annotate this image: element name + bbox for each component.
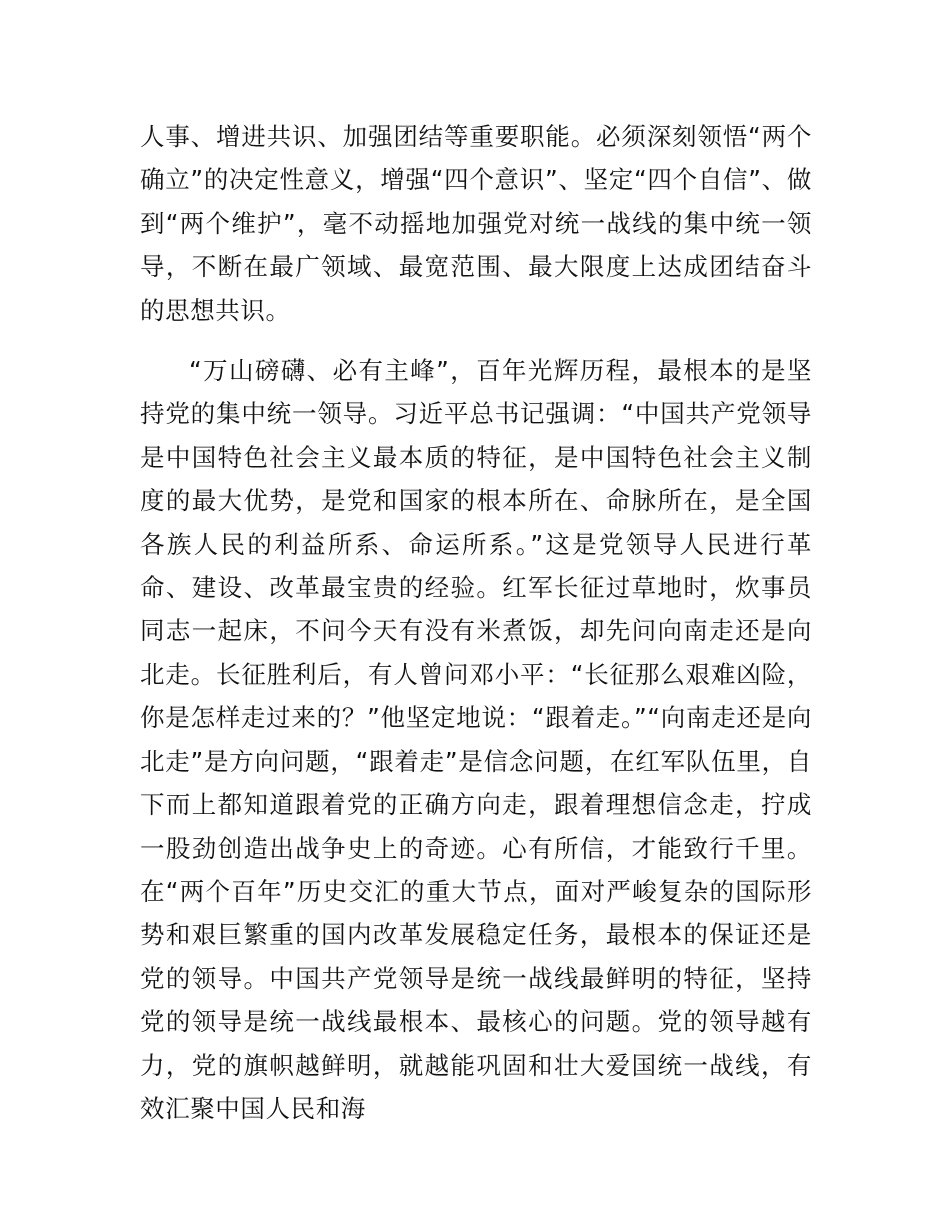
document-body (140, 115, 812, 1130)
paragraph-leadership: “万山磅礴、必有主峰”，百年光辉历程，最根本的是坚持党的集中统一领导。习近平总书记强调：“中国共产党领导是中国特色社会主义最本质的特征，是中国特色社会主义制度的最大优势，是党和国家的根本所在、命脉所在，是全国各族人民的利益所系、命运所系。”这是党领导人民进行革命、建设、改革最宝贵的经验。红军长征过草地时，炊事员同志一起床，不问今天有没有米煮饭，却先问向南走还是向北走。长征胜利后，有人曾问邓小平：“长征那么艰难凶险，你是怎样走过来的？”他坚定地说：“跟着走。”“向南走还是向北走”是方向问题，“跟着走”是信念问题，在红军队伍里，自下而上都知道跟着党的正确方向走，跟着理想信念走，拧成一股劲创造出战争史上的奇迹。心有所信，才能致行千里。在“两个百年”历史交汇的重大节点，面对严峻复杂的国际形势和艰巨繁重的国内改革发展稳定任务，最根本的保证还是党的领导。中国共产党领导是统一战线最鲜明的特征，坚持党的领导是统一战线最根本、最核心的问题。党的领导越有力，党的旗帜越鲜明，就越能巩固和壮大爱国统一战线，有效汇聚中国人民和海 (140, 356, 812, 1123)
paragraph-continuation: 人事、增进共识、加强团结等重要职能。必须深刻领悟“两个确立”的决定性意义，增强“四个意识”、坚定“四个自信”、做到“两个维护”，毫不动摇地加强党对统一战线的集中统一领导，不断在最广领域、最宽范围、最大限度上达成团结奋斗的思想共识。 (140, 122, 812, 325)
